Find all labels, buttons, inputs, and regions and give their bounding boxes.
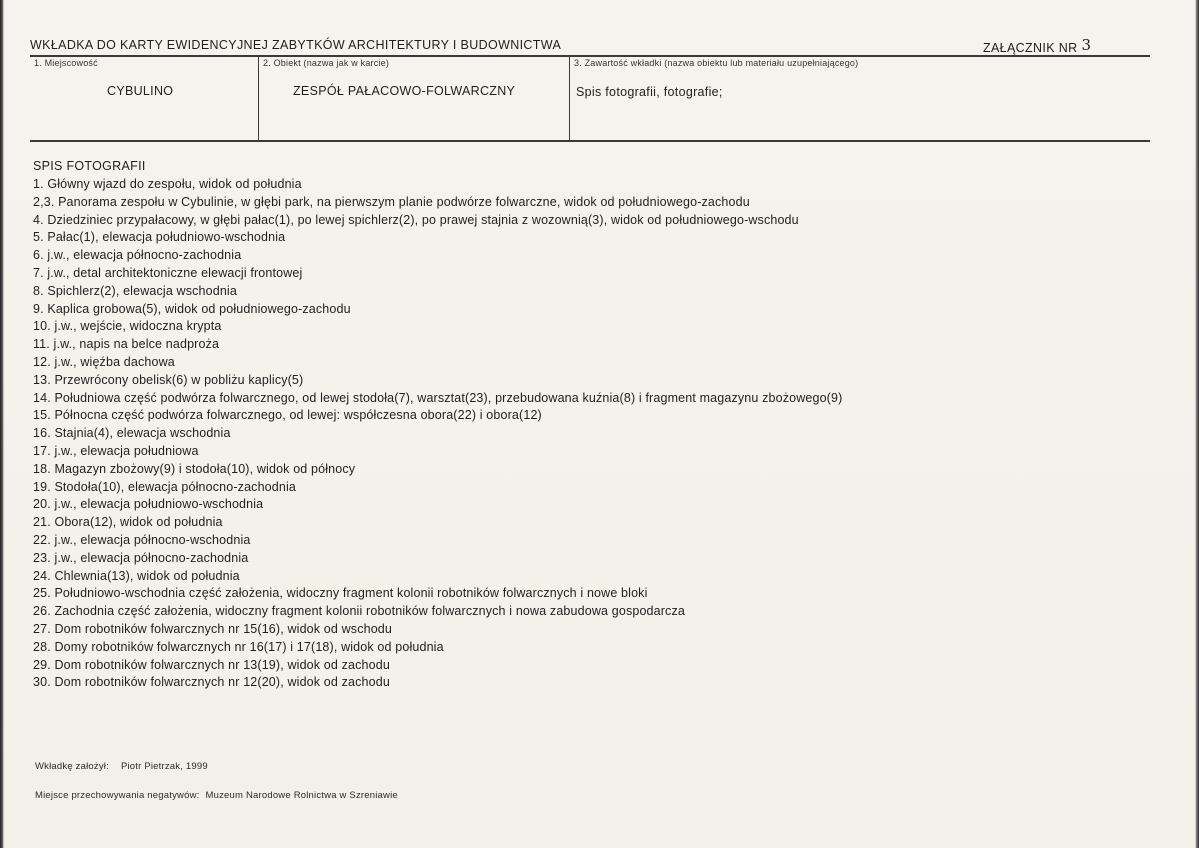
- photo-list-item: 7. j.w., detal architektoniczne elewacji frontowej: [33, 265, 303, 280]
- header-bottom-rule: [30, 140, 1150, 142]
- photo-list-item: 20. j.w., elewacja południowo-wschodnia: [33, 497, 264, 512]
- photo-list-item: 25. Południowo-wschodnia część założenia, widoczny fragment kolonii robotników folwarcznych i nowe bloki: [33, 586, 648, 601]
- photo-list-item: 10. j.w., wejście, widoczna krypta: [33, 319, 222, 334]
- photo-list-item: 2,3. Panorama zespołu w Cybulinie, w głębi park, na pierwszym planie podwórze folwarczne, widok od południowego-zachodu: [33, 194, 750, 209]
- object-value: ZESPÓŁ PAŁACOWO-FOLWARCZNY: [293, 84, 516, 98]
- photo-list-item: 15. Północna część podwórza folwarcznego, od lewej: współczesna obora(22) i obora(12): [33, 408, 542, 423]
- photo-list-item: 6. j.w., elewacja północno-zachodnia: [33, 248, 242, 263]
- photo-list-item: 17. j.w., elewacja południowa: [33, 443, 199, 458]
- photo-list: [33, 176, 842, 692]
- photo-list-item: 16. Stajnia(4), elewacja wschodnia: [33, 426, 231, 441]
- photo-list-item: 19. Stodoła(10), elewacja północno-zachodnia: [33, 479, 297, 494]
- storage-line: [35, 790, 398, 801]
- photo-list-item: 22. j.w., elewacja północno-wschodnia: [33, 532, 251, 547]
- annex-label: [983, 38, 1091, 56]
- photo-list-item: 13. Przewrócony obelisk(6) w pobliżu kaplicy(5): [33, 372, 304, 387]
- photo-list-item: 12. j.w., więźba dachowa: [33, 354, 175, 369]
- column-divider-2: [569, 55, 570, 141]
- photo-list-item: 14. Południowa część podwórza folwarcznego, od lewej stodoła(7), warsztat(23), przebudowana kuźnia(8) i fragment magazynu zbożowego(9): [33, 390, 843, 405]
- author-label: Wkładkę założył:: [35, 761, 109, 772]
- header-top-rule: [30, 55, 1150, 57]
- photo-list-item: 24. Chlewnia(13), widok od południa: [33, 568, 240, 583]
- storage-label: Miejsce przechowywania negatywów:: [35, 790, 200, 801]
- contents-label: 3. Zawartość wkładki (nazwa obiektu lub materiału uzupełniającego): [574, 58, 859, 68]
- scan-edge-right: [1195, 0, 1199, 848]
- photo-list-item: 8. Spichlerz(2), elewacja wschodnia: [33, 283, 237, 298]
- photo-list-item: 30. Dom robotników folwarcznych nr 12(20), widok od zachodu: [33, 675, 390, 690]
- locality-label: 1. Miejscowość: [34, 58, 98, 68]
- photo-list-item: 18. Magazyn zbożowy(9) i stodoła(10), widok od północy: [33, 461, 356, 476]
- form-title: WKŁADKA DO KARTY EWIDENCYJNEJ ZABYTKÓW ARCHITEKTURY I BUDOWNICTWA: [30, 38, 562, 52]
- author-line: [35, 761, 208, 772]
- photo-list-item: 21. Obora(12), widok od południa: [33, 515, 223, 530]
- photo-list-item: 11. j.w., napis na belce nadproża: [33, 337, 220, 352]
- photo-list-item: 23. j.w., elewacja północno-zachodnia: [33, 550, 249, 565]
- contents-value: Spis fotografii, fotografie;: [576, 85, 723, 99]
- object-label: 2. Obiekt (nazwa jak w karcie): [263, 58, 390, 68]
- locality-value: CYBULINO: [107, 84, 174, 98]
- photo-list-title: SPIS FOTOGRAFII: [33, 159, 146, 173]
- photo-list-item: 27. Dom robotników folwarcznych nr 15(16), widok od wschodu: [33, 621, 393, 636]
- photo-list-item: 5. Pałac(1), elewacja południowo-wschodnia: [33, 230, 286, 245]
- column-divider-1: [258, 55, 259, 141]
- annex-label-text: ZAŁĄCZNIK NR: [983, 41, 1078, 55]
- photo-list-item: 26. Zachodnia część założenia, widoczny fragment kolonii robotników folwarcznych i nowa zabudowa gospodarcza: [33, 604, 685, 619]
- photo-list-item: 9. Kaplica grobowa(5), widok od południowego-zachodu: [33, 301, 351, 316]
- author-value: Piotr Pietrzak, 1999: [120, 761, 208, 772]
- scan-edge-left: [0, 0, 4, 848]
- photo-list-item: 4. Dziedziniec przypałacowy, w głębi pałac(1), po lewej spichlerz(2), po prawej stajnia z wozownią(3), widok od południowego-wschodu: [33, 212, 799, 227]
- photo-list-item: 29. Dom robotników folwarcznych nr 13(19), widok od zachodu: [33, 657, 390, 672]
- storage-value: Muzeum Narodowe Rolnictwa w Szreniawie: [205, 790, 398, 801]
- annex-number: 3: [1081, 36, 1092, 54]
- photo-list-item: 28. Domy robotników folwarcznych nr 16(17) i 17(18), widok od południa: [33, 639, 444, 654]
- photo-list-item: 1. Główny wjazd do zespołu, widok od południa: [33, 177, 302, 191]
